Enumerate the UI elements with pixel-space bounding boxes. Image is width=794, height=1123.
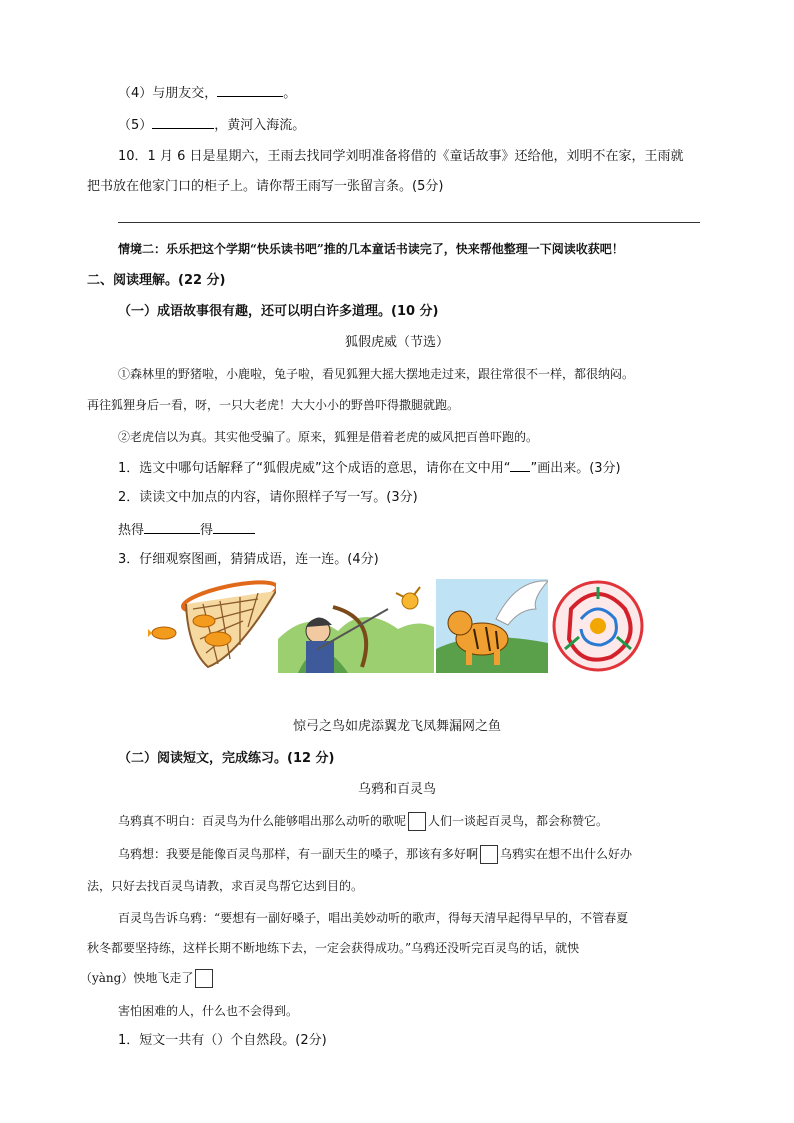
- passage2-title: 乌鸦和百灵鸟: [357, 782, 436, 797]
- scenario-2: 情境二：乐乐把这个学期“快乐读书吧”推的几本童话书读完了，快来帮他整理一下阅读收获吧！: [118, 242, 624, 256]
- passage1-para2: ②老虎信以为真。其实他受骗了。原来，狐狸是借着老虎的威风把百兽吓跑的。: [118, 430, 539, 444]
- item-4: （4）与朋友交， 。: [118, 83, 296, 103]
- answer-blank[interactable]: [217, 83, 283, 97]
- answer-line[interactable]: [118, 222, 700, 223]
- passage1-title: 狐假虎威（节选）: [344, 335, 449, 350]
- answer-blank[interactable]: [144, 520, 200, 534]
- dragon-phoenix-picture[interactable]: [551, 579, 645, 673]
- idiom-options[interactable]: 惊弓之鸟如虎添翼龙飞凤舞漏网之鱼: [292, 719, 501, 734]
- passage2-para2-line2: 法，只好去找百灵鸟请教，求百灵鸟帮它达到目的。: [87, 879, 364, 893]
- punctuation-box[interactable]: [480, 845, 498, 864]
- passage2-para1: 乌鸦真不明白：百灵鸟为什么能够唱出那么动听的歌呢 人们一谈起百灵鸟，都会称赞它。: [118, 812, 608, 831]
- passage2-para4: 害怕困难的人，什么也不会得到。: [118, 1004, 299, 1018]
- winged-tiger-picture[interactable]: [436, 579, 548, 673]
- answer-blank[interactable]: [152, 115, 214, 129]
- passage2-heading: （二）阅读短文，完成练习。(12 分): [118, 751, 335, 766]
- part2-heading: 二、阅读理解。(22 分): [87, 273, 226, 288]
- archer-bird-picture[interactable]: [278, 579, 434, 673]
- item-5: （5） ，黄河入海流。: [118, 115, 305, 135]
- punctuation-box[interactable]: [408, 812, 426, 831]
- passage1-question-1: 1．选文中哪句话解释了“狐假虎威”这个成语的意思，请你在文中用“ ”画出来。(3分): [118, 458, 621, 478]
- passage2-para3-line1: 百灵鸟告诉乌鸦：“要想有一副好嗓子，唱出美妙动听的歌声，得每天清早起得早早的，不管春夏: [118, 911, 629, 925]
- question-10-line2: 把书放在他家门口的柜子上。请你帮王雨写一张留言条。(5分): [87, 179, 444, 194]
- fish-net-picture[interactable]: [148, 579, 276, 673]
- passage2-para2: 乌鸦想：我要是能像百灵鸟那样，有一副天生的嗓子，那该有多好啊 乌鸦实在想不出什么好办: [118, 845, 632, 864]
- punctuation-box[interactable]: [195, 969, 213, 988]
- passage1-question-2-answer: 热得 得: [118, 520, 255, 540]
- passage2-para3-line3: （yàng）怏地飞走了: [80, 969, 215, 988]
- passage1-question-2: 2．读读文中加点的内容，请你照样子写一写。(3分): [118, 490, 418, 505]
- question-10-line1: 10．1 月 6 日是星期六，王雨去找同学刘明准备将借的《童话故事》还给他，刘明不在家，王雨就: [118, 149, 684, 164]
- passage1-question-3: 3．仔细观察图画，猜猜成语，连一连。(4分): [118, 552, 379, 567]
- passage1-heading: （一）成语故事很有趣，还可以明白许多道理。(10 分): [118, 304, 439, 319]
- passage1-para1-line1: ①森林里的野猪啦，小鹿啦，兔子啦，看见狐狸大摇大摆地走过来，跟往常很不一样，都很纳闷。: [118, 367, 635, 381]
- answer-blank[interactable]: [213, 520, 255, 534]
- passage2-question-1: 1．短文一共有（）个自然段。(2分): [118, 1033, 327, 1048]
- passage1-para1-line2: 再往狐狸身后一看，呀，一只大老虎！大大小小的野兽吓得撒腿就跑。: [87, 398, 460, 412]
- passage2-para3-line2: 秋冬都要坚持练，这样长期不断地练下去，一定会获得成功。”乌鸦还没听完百灵鸟的话，就怏: [87, 941, 580, 955]
- underline-sample: [510, 458, 530, 472]
